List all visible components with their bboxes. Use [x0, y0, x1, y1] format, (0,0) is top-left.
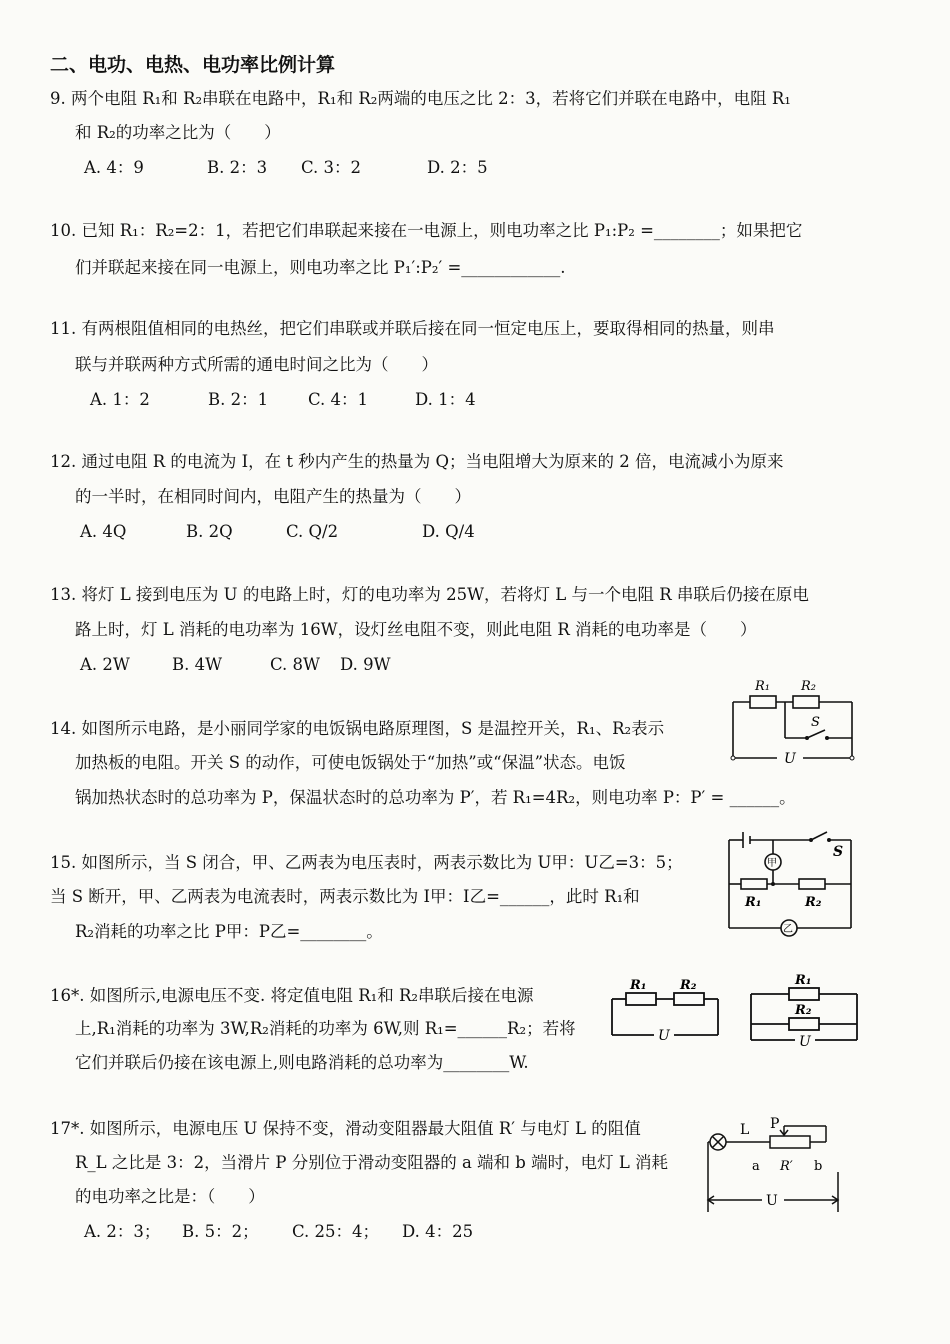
q15-label-jia: 甲: [767, 858, 777, 869]
q17-line2: R_L 之比是 3：2，当滑片 P 分别位于滑动变阻器的 a 端和 b 端时，电灯 L 消耗: [75, 1153, 669, 1172]
q17-option-d[interactable]: D. 4：25: [402, 1222, 474, 1241]
q9-option-d[interactable]: D. 2：5: [427, 158, 488, 177]
q16-parallel-label-u: U: [799, 1034, 811, 1050]
q17-line1: 17*. 如图所示，电源电压 U 保持不变，滑动变阻器最大阻值 R′ 与电灯 L 的阻值: [50, 1119, 641, 1138]
q15-label-s: S: [833, 844, 844, 860]
q14-resistor-r1: [750, 696, 776, 708]
q17-option-a[interactable]: A. 2：3；: [84, 1222, 161, 1241]
q14-line1: 14. 如图所示电路，是小丽同学家的电饭锅电路原理图，S 是温控开关，R₁、R₂表示: [50, 719, 665, 738]
q16-line2: 上,R₁消耗的功率为 3W,R₂消耗的功率为 6W,则 R₁=______R₂；若将: [75, 1019, 576, 1038]
q17-rheostat: [770, 1136, 810, 1148]
q11-line1: 11. 有两根阻值相同的电热丝，把它们串联或并联后接在同一恒定电压上，要取得相同的热量，则串: [50, 319, 775, 338]
q16-series-circuit-diagram: [608, 975, 723, 1047]
q17-option-b[interactable]: B. 5：2；: [182, 1222, 259, 1241]
q9-option-a[interactable]: A. 4：9: [84, 158, 144, 177]
q14-label-r2: R₂: [801, 679, 816, 694]
q17-label-p: P: [770, 1116, 780, 1132]
q13-option-b[interactable]: B. 4W: [172, 655, 223, 674]
q11-option-c[interactable]: C. 4：1: [308, 390, 369, 409]
q14-line3: 锅加热状态时的总功率为 P，保温状态时的总功率为 P′，若 R₁=4R₂，则电功率 P：P′ = ______。: [75, 788, 796, 807]
q16-parallel-circuit-diagram: [745, 968, 865, 1050]
q12-line1: 12. 通过电阻 R 的电流为 I，在 t 秒内产生的热量为 Q；当电阻增大为原来的 2 倍，电流减小为原来: [50, 452, 784, 471]
q14-circuit-diagram: [725, 676, 860, 771]
q14-label-s: S: [811, 715, 820, 730]
q14-label-u: U: [784, 751, 796, 767]
q11-option-b[interactable]: B. 2：1: [208, 390, 269, 409]
q17-circuit-diagram: [700, 1112, 845, 1222]
section-title: 二、电功、电热、电功率比例计算: [50, 54, 336, 76]
q11-option-d[interactable]: D. 1：4: [415, 390, 476, 409]
q15-circuit-diagram: [723, 828, 858, 940]
q16-parallel-resistor-r2: [789, 1018, 819, 1030]
q17-option-c[interactable]: C. 25：4；: [292, 1222, 380, 1241]
q15-line3: R₂消耗的功率之比 P甲：P乙=________。: [75, 922, 383, 941]
q9-line2: 和 R₂的功率之比为（ ）: [75, 123, 281, 142]
q13-option-c[interactable]: C. 8W: [270, 655, 320, 674]
q16-series-resistor-r1: [626, 993, 656, 1005]
q10-line2: 们并联起来接在同一电源上，则电功率之比 P₁′:P₂′ =____________.: [75, 258, 566, 277]
q11-line2: 联与并联两种方式所需的通电时间之比为（ ）: [75, 355, 438, 374]
q9-option-b[interactable]: B. 2：3: [207, 158, 268, 177]
q16-series-label-r2: R₂: [680, 978, 697, 993]
q15-resistor-r2: [799, 879, 825, 889]
q16-line3: 它们并联后仍接在该电源上,则电路消耗的总功率为________W.: [75, 1053, 529, 1072]
q17-label-r: R′: [780, 1159, 793, 1174]
q14-line2: 加热板的电阻。开关 S 的动作，可使电饭锅处于“加热”或“保温”状态。电饭: [75, 753, 626, 772]
q17-label-a: a: [752, 1159, 760, 1174]
q15-label-r1: R₁: [745, 895, 762, 910]
q9-option-c[interactable]: C. 3：2: [301, 158, 362, 177]
q12-option-c[interactable]: C. Q/2: [286, 522, 339, 541]
q14-switch-s: [807, 730, 825, 738]
q15-line1: 15. 如图所示，当 S 闭合，甲、乙两表为电压表时，两表示数比为 U甲：U乙=3：5；: [50, 853, 683, 872]
q15-label-r2: R₂: [805, 895, 822, 910]
q13-line1: 13. 将灯 L 接到电压为 U 的电路上时，灯的电功率为 25W，若将灯 L 与一个电阻 R 串联后仍接在原电: [50, 585, 809, 604]
q16-parallel-resistor-r1: [789, 988, 819, 1000]
q12-option-a[interactable]: A. 4Q: [80, 522, 127, 541]
q17-label-l: L: [740, 1122, 750, 1138]
q16-series-label-r1: R₁: [630, 978, 647, 993]
q15-resistor-r1: [741, 879, 767, 889]
q13-option-d[interactable]: D. 9W: [340, 655, 391, 674]
q12-option-d[interactable]: D. Q/4: [422, 522, 475, 541]
q11-option-a[interactable]: A. 1：2: [90, 390, 150, 409]
q17-label-b: b: [814, 1159, 823, 1174]
q10-line1: 10. 已知 R₁：R₂=2：1，若把它们串联起来接在一电源上，则电功率之比 P₁:P₂ =________；如果把它: [50, 221, 803, 240]
q13-line2: 路上时，灯 L 消耗的电功率为 16W，设灯丝电阻不变，则此电阻 R 消耗的电功率是（ ）: [75, 620, 757, 639]
q13-option-a[interactable]: A. 2W: [80, 655, 130, 674]
q16-line1: 16*. 如图所示,电源电压不变. 将定值电阻 R₁和 R₂串联后接在电源: [50, 986, 534, 1005]
q17-label-u: U: [766, 1193, 778, 1209]
q14-resistor-r2: [793, 696, 819, 708]
q16-parallel-label-r2: R₂: [795, 1003, 812, 1018]
q15-line2: 当 S 断开，甲、乙两表为电流表时，两表示数比为 I甲：I乙=______，此时 R₁和: [50, 887, 640, 906]
q12-option-b[interactable]: B. 2Q: [186, 522, 233, 541]
q15-label-yi: 乙: [783, 924, 793, 935]
q15-switch-s: [811, 832, 827, 840]
q16-series-resistor-r2: [674, 993, 704, 1005]
q16-series-label-u: U: [658, 1028, 670, 1044]
q16-parallel-label-r1: R₁: [795, 973, 812, 988]
q14-label-r1: R₁: [755, 679, 770, 694]
q17-line3: 的电功率之比是：（ ）: [75, 1187, 265, 1206]
q12-line2: 的一半时，在相同时间内，电阻产生的热量为（ ）: [75, 487, 471, 506]
q9-line1: 9. 两个电阻 R₁和 R₂串联在电路中，R₁和 R₂两端的电压之比 2：3，若将它们并联在电路中，电阻 R₁: [50, 89, 791, 108]
